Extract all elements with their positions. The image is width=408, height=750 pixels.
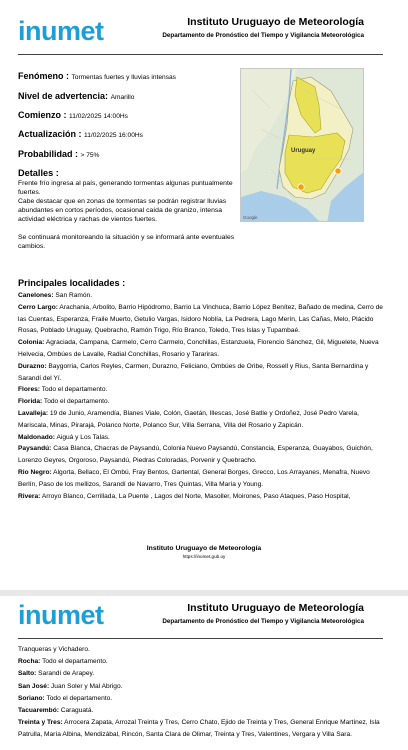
header-title: Instituto Uruguayo de Meteorología bbox=[187, 602, 364, 614]
dept-name: Florida: bbox=[18, 398, 43, 406]
list-item bbox=[18, 337, 390, 361]
footer-link[interactable]: https://inumet.gub.uy bbox=[182, 554, 226, 559]
comienzo-label: Comienzo : bbox=[18, 110, 67, 120]
comienzo-value: 11/02/2025 14:00Hs bbox=[69, 113, 128, 120]
dept-localities: Arroyo Blanco, Cerrillada, La Puente , Lagos del Norte, Masoller, Moirones, Paso Ataques, Paso Hospital, bbox=[40, 492, 351, 500]
dept-name: Treinta y Tres: bbox=[18, 719, 63, 727]
dept-localities: Agraciada, Campana, Carmelo, Cerro Carmelo, Conchillas, Estanzuela, Florencio Sánchez, Gil, Miguelete, Nueva Helvecia, Ombúes de Lavalle, Radial Conchillas, Rosario y Tarariras. bbox=[18, 339, 379, 358]
list-item bbox=[18, 693, 390, 705]
localidades-list-continued bbox=[18, 644, 390, 742]
probabilidad-label: Probabilidad : bbox=[18, 149, 79, 159]
fenomeno-value: Tormentas fuertes y lluvias intensas bbox=[71, 74, 176, 81]
footer-title: Instituto Uruguayo de Meteorología bbox=[146, 545, 262, 552]
field-comienzo bbox=[18, 110, 128, 120]
header-divider bbox=[18, 54, 383, 55]
dept-localities: Tranqueras y Vichadero. bbox=[18, 646, 90, 653]
dept-localities: Arrocera Zapata, Arrozal Treinta y Tres, Cerro Chato, Ejido de Treinta y Tres, General Enrique Martínez, Isla Patrulla, María Albina, Mendizábal, Rincón, Santa Clara de Olimar, Treinta y Tres, Valentines, Vergara y Villa Sara. bbox=[18, 719, 380, 739]
header-title: Instituto Uruguayo de Meteorología bbox=[187, 16, 364, 28]
actualizacion-label: Actualización : bbox=[18, 129, 82, 139]
detalles-line: Frente frío ingresa al país, generando tormentas algunas puntualmente bbox=[18, 180, 233, 187]
localidades-title: Principales localidades : bbox=[18, 278, 126, 288]
dept-localities: Casa Blanca, Chacras de Paysandú, Colonia Nuevo Paysandú, Constancia, Esperanza, Guayabos, Guichón, Lorenzo Geyres, Orgoroso, Paysandú, Piedras Coloradas, Porvenir y Quebracho. bbox=[18, 445, 373, 465]
inumet-logo: inumet bbox=[18, 600, 104, 630]
dept-name: Durazno: bbox=[18, 362, 47, 370]
dept-localities: Juan Soler y Mal Abrigo. bbox=[49, 682, 123, 690]
dept-localities: Aiguá y Los Talas. bbox=[55, 433, 110, 441]
dept-localities: Todo el departamento. bbox=[44, 694, 113, 702]
document-page-2 bbox=[0, 596, 408, 750]
dept-localities: Todo el departamento. bbox=[39, 386, 108, 394]
page-footer bbox=[0, 545, 408, 559]
dept-name: Rivera: bbox=[18, 492, 41, 500]
dept-localities: Sarandí de Arapey. bbox=[36, 670, 95, 678]
detalles-line: Se continuará monitoreando la situación y se informará ante eventuales bbox=[18, 234, 235, 241]
list-item bbox=[18, 361, 390, 385]
field-fenomeno bbox=[18, 71, 176, 81]
nivel-label: Nivel de advertencia: bbox=[18, 91, 109, 101]
list-item bbox=[18, 302, 390, 337]
dept-name: San José: bbox=[18, 682, 50, 690]
dept-name: Salto: bbox=[18, 670, 37, 678]
fenomeno-label: Fenómeno : bbox=[18, 71, 69, 81]
dept-localities: Todo el departamento. bbox=[42, 398, 110, 406]
detalles-title: Detalles : bbox=[18, 168, 59, 178]
detalles-line: cambios. bbox=[18, 243, 46, 250]
dept-localities: Baygorria, Carlos Reyles, Carmen, Durazno, Feliciano, Ombúes de Oribe, Rossell y Rius, Santa Bernardina y Sarandí del Yí. bbox=[18, 362, 369, 382]
dept-localities: Algorta, Bellaco, El Ombú, Fray Bentos, Gartental, General Borges, Grecco, Los Arrayanes, Menafra, Nuevo Berlín, Paso de los mellizos, Sarandí de Navarro, Tres Quintas, Villa María y Young. bbox=[18, 468, 370, 488]
localidades-list bbox=[18, 290, 390, 502]
dept-name: Cerro Largo: bbox=[18, 303, 58, 311]
dept-name: Canelones: bbox=[18, 292, 54, 299]
dept-localities: 19 de Junio, Aramendía, Blanes Viale, Colón, Gaetán, Illescas, José Batlle y Ordoñez, José Pedro Varela, Mariscala, Minas, Pirarajá, Polanco Norte, Polanco Sur, Villa Serrana, Villa del Rosario y Zapicán. bbox=[18, 409, 360, 429]
field-actualizacion bbox=[18, 129, 143, 139]
header-divider bbox=[18, 638, 383, 639]
list-item bbox=[18, 384, 390, 396]
list-item bbox=[18, 443, 390, 467]
map-attribution: Google bbox=[243, 215, 258, 220]
dept-name: Maldonado: bbox=[18, 433, 55, 441]
list-item bbox=[18, 467, 390, 491]
dept-name: Lavalleja: bbox=[18, 409, 49, 417]
warning-map bbox=[240, 68, 364, 222]
dept-name: Rocha: bbox=[18, 658, 41, 666]
list-item bbox=[18, 705, 390, 717]
actualizacion-value: 11/02/2025 16:00Hs bbox=[84, 132, 143, 139]
dept-localities: Arachania, Arbolito, Barrio Hipódromo, Barrio La Vinchuca, Barrio López Benítez, Bañado de medina, Cerro de las Cuentas, Esperanza, Fraile Muerto, Getulio Vargas, Isidoro Noblía, La Pedrera, Lago Merín, Las Cañas, Melo, Plácido Rosas, Poblado Uruguay, Quebracho, Ramón Trigo, Río Branco, Toledo, Tres Islas y Tupambaé. bbox=[18, 303, 383, 335]
detalles-spacer bbox=[18, 224, 240, 233]
dept-name: Tacuarembó: bbox=[18, 707, 59, 715]
dept-name: Paysandú: bbox=[18, 445, 52, 453]
detalles-paragraph bbox=[18, 179, 240, 251]
list-item bbox=[18, 408, 390, 432]
header-subtitle: Departamento de Pronóstico del Tiempo y Vigilancia Meteorológica bbox=[162, 32, 364, 39]
field-nivel bbox=[18, 91, 134, 101]
alert-marker-icon bbox=[298, 184, 304, 190]
list-item bbox=[18, 656, 390, 668]
detalles-line: actividad eléctrica y rachas de vientos fuertes. bbox=[18, 216, 158, 223]
detalles-line: Cabe destacar que en zonas de tormentas se podrán registrar lluvias bbox=[18, 198, 227, 205]
dept-localities: Caraguatá. bbox=[58, 707, 94, 715]
field-probabilidad bbox=[18, 149, 99, 159]
list-item bbox=[18, 681, 390, 693]
warning-map-graphic bbox=[241, 69, 364, 222]
dept-localities: San Ramón. bbox=[53, 292, 93, 299]
list-item bbox=[18, 644, 390, 656]
alert-marker-icon bbox=[335, 168, 341, 174]
inumet-logo: inumet bbox=[18, 16, 104, 46]
list-item bbox=[18, 491, 390, 503]
dept-name: Rio Negro: bbox=[18, 468, 52, 476]
map-label-uruguay: Uruguay bbox=[291, 148, 316, 154]
dept-name: Soriano: bbox=[18, 694, 45, 702]
detalles-line: fuertes. bbox=[18, 189, 41, 196]
dept-name: Colonia: bbox=[18, 339, 45, 347]
nivel-value: Amarillo bbox=[110, 94, 135, 101]
dept-name: Flores: bbox=[18, 386, 40, 394]
list-item bbox=[18, 668, 390, 680]
probabilidad-value: > 75% bbox=[80, 152, 100, 159]
header-subtitle: Departamento de Pronóstico del Tiempo y Vigilancia Meteorológica bbox=[162, 618, 364, 625]
detalles-line: abundantes en cortos períodos, ocasional caída de granizo, intensa bbox=[18, 207, 223, 214]
dept-localities: Todo el departamento. bbox=[40, 658, 108, 666]
list-item bbox=[18, 396, 390, 408]
list-item bbox=[18, 432, 390, 444]
list-item bbox=[18, 290, 390, 302]
list-item bbox=[18, 717, 390, 741]
